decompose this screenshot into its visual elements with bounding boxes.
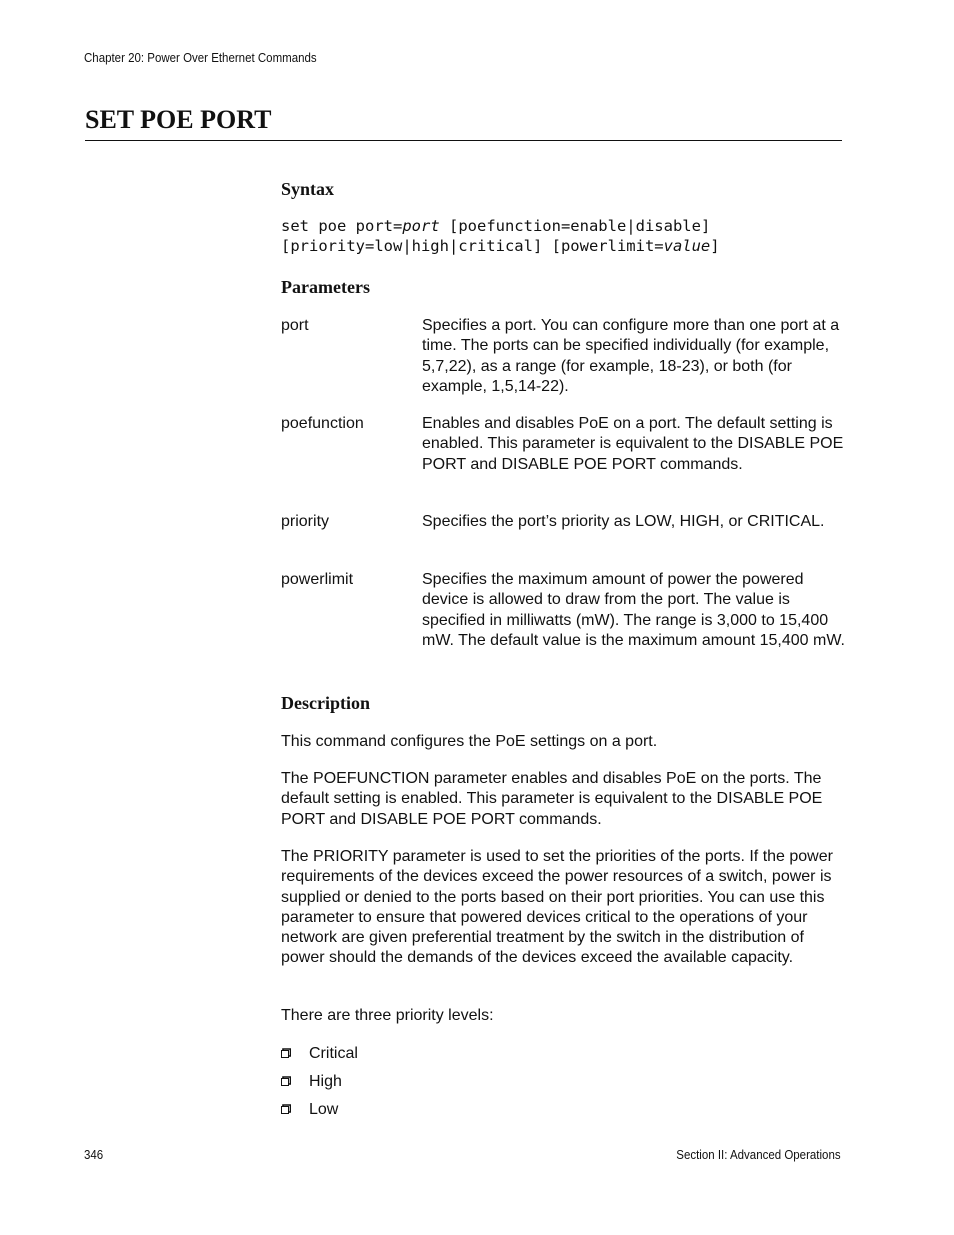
bullet-low: Low	[309, 1101, 339, 1118]
box-bullet-icon	[281, 1048, 291, 1058]
page-title: SET POE PORT	[85, 105, 272, 134]
title-divider	[85, 140, 842, 141]
syntax-line1-a: set poe port=	[281, 217, 403, 235]
section-footer: Section II: Advanced Operations	[676, 1148, 841, 1162]
bullet-critical: Critical	[309, 1045, 358, 1062]
param-name-priority: priority	[281, 513, 330, 530]
syntax-line1-b: [poefunction=enable|disable]	[439, 217, 711, 235]
description-paragraph-4: There are three priority levels:	[281, 1007, 494, 1024]
bullet-high: High	[309, 1073, 342, 1090]
param-desc-port: Specifies a port. You can configure more than one port at a time. The ports can be specified individually (for example, 5,7,22), as a range (for example, 18-23), or both (for example, 1,5,14-22).	[422, 317, 840, 395]
syntax-line2-var: value	[663, 237, 711, 255]
box-bullet-icon	[281, 1076, 291, 1086]
box-bullet-icon	[281, 1104, 291, 1114]
syntax-line2-a: [priority=low|high|critical] [powerlimit=	[281, 237, 664, 255]
description-paragraph-1: This command configures the PoE settings on a port.	[281, 733, 658, 750]
param-name-poefunction: poefunction	[281, 415, 364, 432]
running-header: Chapter 20: Power Over Ethernet Commands	[84, 51, 317, 65]
description-paragraph-2: The POEFUNCTION parameter enables and disables PoE on the ports. The default setting is enabled. This parameter is equivalent to the DISABLE POE PORT and DISABLE POE PORT commands.	[281, 770, 823, 828]
param-desc-priority: Specifies the port’s priority as LOW, HIGH, or CRITICAL.	[422, 513, 825, 530]
syntax-line2-b: ]	[710, 237, 720, 255]
param-name-port: port	[281, 317, 309, 334]
description-paragraph-3: The PRIORITY parameter is used to set the priorities of the ports. If the power requirements of the devices exceed the power resources of a switch, power is supplied or denied to the ports based on their port priorities. You can use this parameter to ensure that powered devices critical to the operations of your network are given preferential treatment by the switch in the distribution of power should the demands of the devices exceed the available capacity.	[281, 848, 833, 967]
param-desc-poefunction: Enables and disables PoE on a port. The default setting is enabled. This parameter is equivalent to the DISABLE POE PORT and DISABLE POE PORT commands.	[422, 415, 844, 473]
syntax-line1-var: port	[402, 217, 440, 235]
syntax-block	[281, 216, 720, 256]
parameters-heading: Parameters	[281, 277, 370, 297]
param-name-powerlimit: powerlimit	[281, 571, 354, 588]
syntax-heading: Syntax	[281, 179, 335, 199]
description-heading: Description	[281, 693, 370, 713]
param-desc-powerlimit: Specifies the maximum amount of power the powered device is allowed to draw from the port. The value is specified in milliwatts (mW). The range is 3,000 to 15,400 mW. The default value is the maximum amount 15,400 mW.	[422, 571, 845, 649]
page-number: 346	[84, 1148, 104, 1162]
